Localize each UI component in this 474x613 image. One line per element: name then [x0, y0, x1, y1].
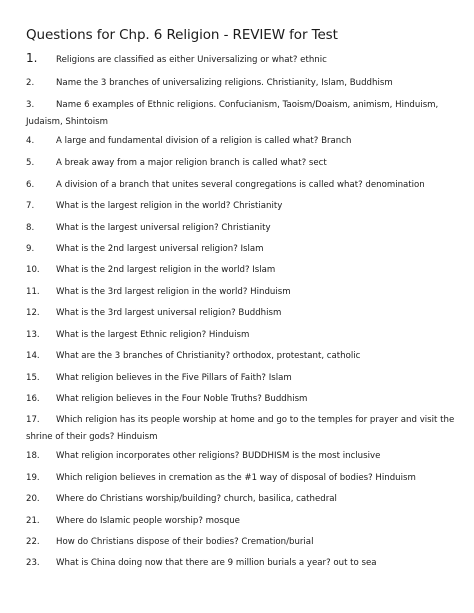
question-text: Name 6 examples of Ethnic religions. Confucianism, Taoism/Doaism, animism, Hinduism, Judaism, Shintoism [26, 100, 439, 127]
question-text: Religions are classified as either Universalizing or what? ethnic [56, 55, 327, 65]
question-text: Where do Christians worship/building? church, basilica, cathedral [56, 494, 337, 504]
question-item [26, 491, 456, 508]
question-number: 19. [26, 473, 40, 483]
question-text: What religion believes in the Five Pillars of Faith? Islam [56, 373, 292, 383]
question-item [26, 513, 456, 530]
question-text: What is the largest universal religion? Christianity [56, 223, 271, 233]
question-number: 9. [26, 244, 35, 254]
question-number: 18. [26, 451, 40, 461]
question-item [26, 177, 456, 194]
question-text: What is the 3rd largest religion in the world? Hinduism [56, 287, 291, 297]
question-text: A division of a branch that unites several congregations is called what? denomination [56, 180, 425, 190]
question-text: A break away from a major religion branch is called what? sect [56, 158, 327, 168]
question-item [26, 50, 456, 69]
question-item [26, 370, 456, 387]
question-item [26, 391, 456, 408]
question-text: Where do Islamic people worship? mosque [56, 516, 240, 526]
question-item [26, 305, 456, 322]
question-number: 17. [26, 415, 40, 425]
question-number: 4. [26, 136, 35, 146]
question-text: What is the 3rd largest universal religion? Buddhism [56, 308, 282, 318]
question-text: What is the largest religion in the world? Christianity [56, 201, 283, 211]
question-number: 23. [26, 558, 40, 568]
question-item [26, 262, 456, 279]
question-number: 11. [26, 287, 40, 297]
question-number: 2. [26, 78, 35, 88]
question-item [26, 155, 456, 172]
question-item [26, 412, 456, 446]
question-item [26, 241, 456, 258]
question-item [26, 448, 456, 465]
question-text: How do Christians dispose of their bodies? Cremation/burial [56, 537, 314, 547]
question-text: A large and fundamental division of a religion is called what? Branch [56, 136, 352, 146]
question-text: Which religion has its people worship at home and go to the temples for prayer and visit the shrine of their gods? Hinduism [26, 415, 455, 442]
question-item [26, 97, 456, 131]
question-number: 20. [26, 494, 40, 504]
question-number: 12. [26, 308, 40, 318]
question-item [26, 327, 456, 344]
question-number: 10. [26, 265, 40, 275]
question-number: 3. [26, 100, 35, 110]
question-text: What religion incorporates other religions? BUDDHISM is the most inclusive [56, 451, 381, 461]
question-text: What is China doing now that there are 9 million burials a year? out to sea [56, 558, 377, 568]
page-title: Questions for Chp. 6 Religion - REVIEW for Test [26, 27, 338, 43]
question-text: What religion believes in the Four Noble Truths? Buddhism [56, 394, 308, 404]
question-item [26, 470, 456, 487]
question-number: 15. [26, 373, 40, 383]
question-item [26, 534, 456, 551]
question-item [26, 133, 456, 150]
question-number: 21. [26, 516, 40, 526]
question-item [26, 284, 456, 301]
question-number: 7. [26, 201, 35, 211]
question-number: 8. [26, 223, 35, 233]
question-number: 5. [26, 158, 35, 168]
question-item [26, 198, 456, 215]
question-item [26, 220, 456, 237]
question-text: What is the 2nd largest religion in the world? Islam [56, 265, 276, 275]
question-item [26, 75, 456, 92]
question-text: What is the largest Ethnic religion? Hinduism [56, 330, 250, 340]
question-text: What are the 3 branches of Christianity? orthodox, protestant, catholic [56, 351, 361, 361]
question-number: 1. [26, 51, 38, 65]
question-number: 14. [26, 351, 40, 361]
question-number: 16. [26, 394, 40, 404]
question-number: 6. [26, 180, 35, 190]
question-number: 22. [26, 537, 40, 547]
question-text: What is the 2nd largest universal religion? Islam [56, 244, 264, 254]
question-item [26, 555, 456, 572]
question-number: 13. [26, 330, 40, 340]
question-item [26, 348, 456, 365]
question-text: Which religion believes in cremation as the #1 way of disposal of bodies? Hinduism [56, 473, 416, 483]
question-text: Name the 3 branches of universalizing religions. Christianity, Islam, Buddhism [56, 78, 393, 88]
